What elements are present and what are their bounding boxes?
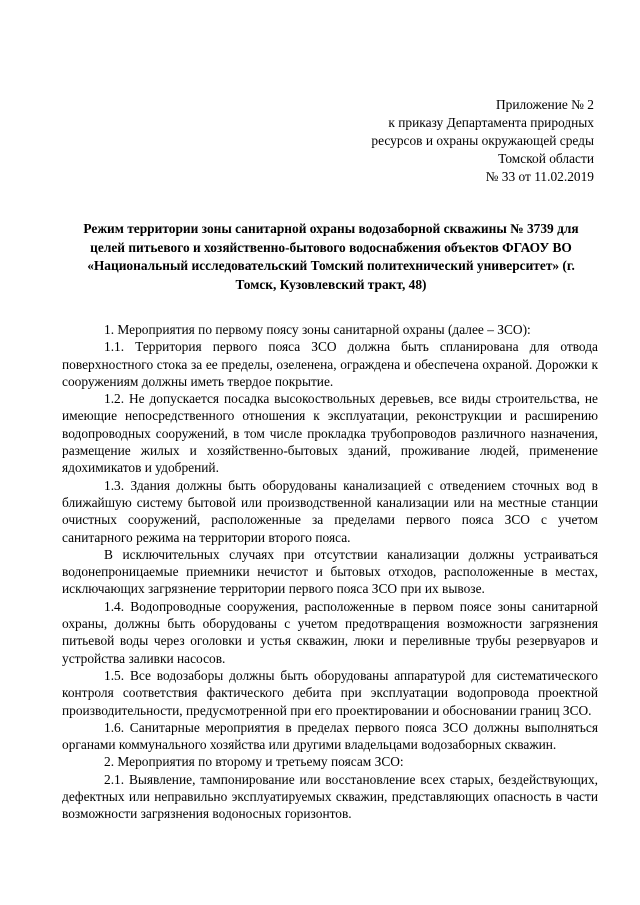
appendix-line: Приложение № 2: [495, 97, 594, 112]
body-paragraph: 1.6. Санитарные мероприятия в пределах первого пояса ЗСО должны выполняться органами коммунального хозяйства или другими владельцами водозаборных скважин.: [62, 719, 598, 753]
body-paragraph: 1.4. Водопроводные сооружения, расположенные в первом поясе зоны санитарной охраны, должны быть оборудованы с учетом предотвращения возможности загрязнения питьевой воды через оголовки и устья скважин, люки и переливные трубы резервуаров и устройства заливки насосов.: [62, 598, 598, 666]
body-paragraph: 1.3. Здания должны быть оборудованы канализацией с отведением сточных вод в ближайшую систему бытовой или производственной канализации или на местные станции очистных сооружений, расположенные за пределами первого пояса ЗСО с учетом санитарного режима на территории второго пояса.: [62, 477, 598, 545]
body-paragraph: В исключительных случаях при отсутствии канализации должны устраиваться водонепроницаемые приемники нечистот и бытовых отходов, расположенные в местах, исключающих загрязнение территории первого пояса ЗСО при их вывозе.: [62, 546, 598, 597]
document-body: [62, 321, 598, 823]
body-paragraph: 1.2. Не допускается посадка высокоствольных деревьев, все виды строительства, не имеющие непосредственного отношения к эксплуатации, реконструкции и расширению водопроводных сооружений, в том числе прокладка трубопроводов различного назначения, размещение жилых и хозяйственно-бытовых зданий, проживание людей, применение ядохимикатов и удобрений.: [62, 391, 598, 476]
appendix-line: к приказу Департамента природных: [388, 115, 594, 130]
body-paragraph: 1. Мероприятия по первому поясу зоны санитарной охраны (далее – ЗСО):: [104, 322, 531, 337]
body-paragraph: 2. Мероприятия по второму и третьему поясам ЗСО:: [104, 754, 404, 770]
appendix-line: № 33 от 11.02.2019: [485, 169, 594, 184]
body-paragraph: 2.1. Выявление, тампонирование или восстановление всех старых, бездействующих, дефектных или неправильно эксплуатируемых скважин, представляющих опасность в части возможности загрязнения водоносных горизонтов.: [62, 771, 598, 822]
appendix-line: ресурсов и охраны окружающей среды: [371, 133, 594, 148]
appendix-reference-block: [294, 96, 594, 186]
body-paragraph: 1.5. Все водозаборы должны быть оборудованы аппаратурой для систематического контроля соответствия фактического дебита при эксплуатации водопровода проектной производительности, предусмотренной при его проектировании и обосновании границ ЗСО.: [62, 667, 598, 718]
appendix-line: Томской области: [498, 151, 594, 166]
document-title: Режим территории зоны санитарной охраны водозаборной скважины № 3739 для целей питьевого и хозяйственно-бытового водоснабжения объектов ФГАОУ ВО «Национальный исследовательский Томский политехнический университет» (г. Томск, Кузовлевский тракт, 48): [83, 221, 579, 292]
body-paragraph: 1.1. Территория первого пояса ЗСО должна быть спланирована для отвода поверхностного стока за ее пределы, озеленена, ограждена и обеспечена охраной. Дорожки к сооружениям должны иметь твердое покрытие.: [62, 339, 598, 389]
